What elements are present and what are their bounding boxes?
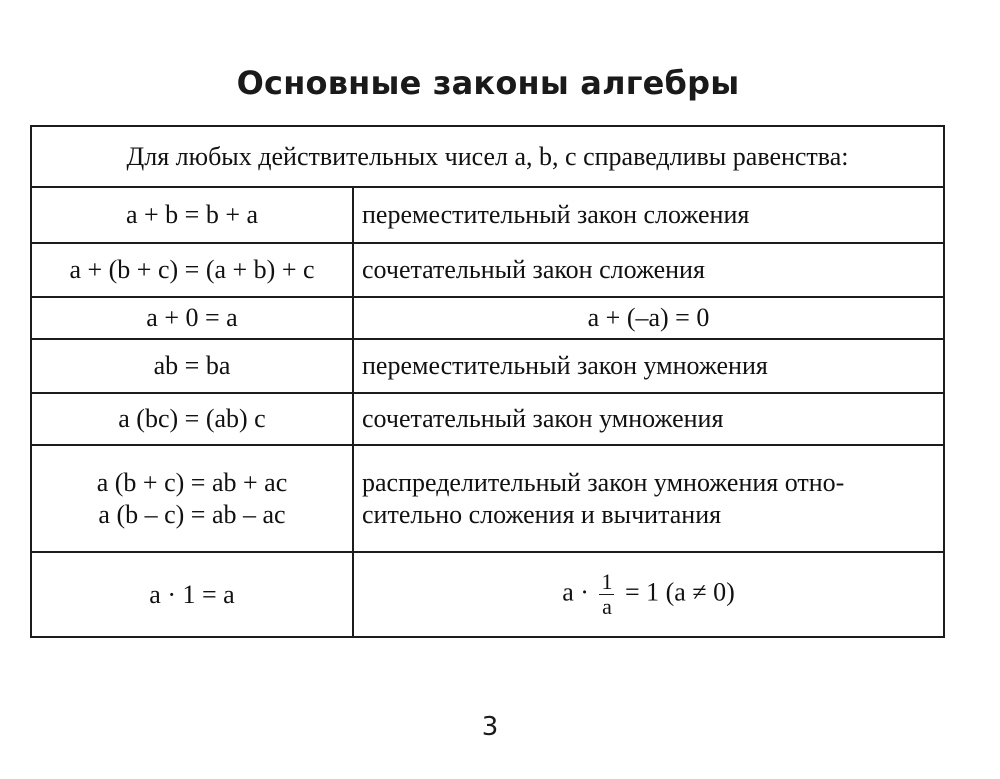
table-row [31,552,944,637]
laws-table [30,125,945,638]
table-row-intro [31,126,944,187]
formula-line: a (b – c) = ab – ac [98,499,286,529]
description-cell [353,445,944,552]
description-cell: сочетательный закон умножения [353,393,944,445]
table-row [31,297,944,339]
table-row [31,393,944,445]
description-cell: сочетательный закон сложения [353,243,944,297]
page-number: 3 [481,712,499,742]
table-row [31,339,944,393]
page-title: Основные законы алгебры [236,64,740,102]
formula-line: a (b + c) = ab + ac [96,468,288,498]
formula-cell: a + b = b + a [31,187,353,243]
formula-cell: a + (b + c) = (a + b) + c [31,243,353,297]
description-cell: переместительный закон умножения [353,339,944,393]
intro-text: Для любых действительных чисел a, b, c справедливы равенства: [31,126,944,187]
formula-cell: ab = ba [31,339,353,393]
table-row [31,243,944,297]
fraction-denominator: a [602,594,612,619]
description-cell: a + (–a) = 0 [353,297,944,339]
formula-suffix: = 1 (a ≠ 0) [624,577,735,607]
description-cell: переместительный закон сложения [353,187,944,243]
formula-cell: a · 1 = a [31,552,353,637]
description-line: сительно сложения и вычитания [362,499,722,529]
fraction-numerator: 1 [601,569,613,594]
formula-cell [31,445,353,552]
formula-prefix: a · [562,577,589,607]
formula-cell: a (bc) = (ab) c [31,393,353,445]
description-line: распределительный закон умножения отно- [362,468,845,498]
fraction [599,571,614,618]
description-cell [353,552,944,637]
table-row [31,187,944,243]
formula-cell: a + 0 = a [31,297,353,339]
table-row [31,445,944,552]
